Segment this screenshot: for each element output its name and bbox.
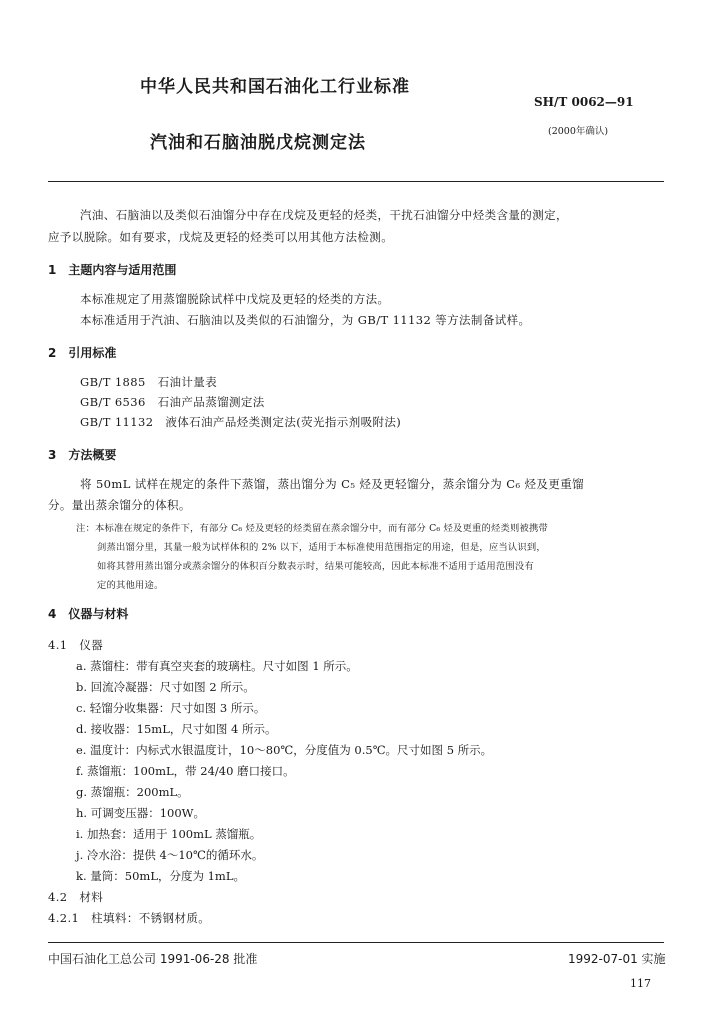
subsection-4-2-heading: 4.2 材料 [48,890,104,904]
section-3-line-2: 分。量出蒸余馏分的体积。 [48,498,191,512]
reference-item: GB/T 6536 石油产品蒸馏测定法 [80,395,265,409]
section-3-line-1: 将 50mL 试样在规定的条件下蒸馏，蒸出馏分为 C₅ 烃及更轻馏分，蒸余馏分为 C₆ 烃及更重馏 [80,477,585,491]
section-2-heading: 2 引用标准 [48,346,117,360]
section-3-note-line: 剑蒸出馏分里，其量一般为试样体积的 2% 以下，适用于本标准使用范围指定的用途，但是，应当认识到， [97,542,546,553]
apparatus-item: c. 轻馏分收集器：尺寸如图 3 所示。 [76,701,266,715]
apparatus-item: k. 量筒：50mL，分度为 1mL。 [76,869,245,883]
section-4-heading: 4 仪器与材料 [48,607,129,621]
section-3-heading: 3 方法概要 [48,448,117,462]
intro-line-1: 汽油、石脑油以及类似石油馏分中存在戊烷及更轻的烃类，干扰石油馏分中烃类含量的测定， [80,208,568,222]
document-title: 汽油和石脑油脱戊烷测定法 [150,133,366,153]
section-3-note-line: 注：本标准在规定的条件下，有部分 C₆ 烃及更轻的烃类留在蒸余馏分中，而有部分 C₆ 烃及更重的烃类则被携带 [76,523,548,534]
intro-line-2: 应予以脱除。如有要求，戊烷及更轻的烃类可以用其他方法检测。 [48,230,394,244]
apparatus-item: g. 蒸馏瓶：200mL。 [76,785,189,799]
section-3-note-line: 如将其替用蒸出馏分或蒸余馏分的体积百分数表示时，结果可能较高，因此本标准不适用于适用范围没有 [97,561,534,572]
apparatus-item: h. 可调变压器：100W。 [76,806,205,820]
section-1-line-1: 本标准规定了用蒸馏脱除试样中戊烷及更轻的烃类的方法。 [80,292,390,306]
apparatus-item: j. 冷水浴：提供 4～10℃的循环水。 [76,848,264,862]
issuing-organization: 中华人民共和国石油化工行业标准 [140,77,410,97]
section-1-line-2: 本标准适用于汽油、石脑油以及类似的石油馏分，为 GB/T 11132 等方法制备试样。 [80,313,531,327]
section-1-heading: 1 主题内容与适用范围 [48,263,177,277]
apparatus-item: a. 蒸馏柱：带有真空夹套的玻璃柱。尺寸如图 1 所示。 [76,659,358,673]
reference-item: GB/T 11132 液体石油产品烃类测定法(荧光指示剂吸附法) [80,415,402,429]
apparatus-item: b. 回流冷凝器：尺寸如图 2 所示。 [76,680,255,694]
page-number: 117 [630,977,651,990]
approval-info: 中国石油化工总公司 1991-06-28 批准 [48,952,258,966]
apparatus-item: f. 蒸馏瓶：100mL，带 24/40 磨口接口。 [76,764,295,778]
implementation-date: 1992-07-01 实施 [568,952,666,966]
apparatus-item: e. 温度计：内标式水银温度计，10～80℃，分度值为 0.5℃。尺寸如图 5 所示。 [76,743,493,757]
subsection-4-1-heading: 4.1 仪器 [48,638,104,652]
apparatus-item: d. 接收器：15mL，尺寸如图 4 所示。 [76,722,277,736]
subsection-4-2-1: 4.2.1 柱填料：不锈钢材质。 [48,911,211,925]
header-divider [48,181,664,182]
standard-code: SH/T 0062—91 [534,95,634,109]
apparatus-item: i. 加热套：适用于 100mL 蒸馏瓶。 [76,827,262,841]
confirmation-note: (2000年确认) [548,126,609,137]
reference-item: GB/T 1885 石油计量表 [80,375,218,389]
footer-divider [48,942,664,943]
section-3-note-line: 定的其他用途。 [97,580,164,591]
